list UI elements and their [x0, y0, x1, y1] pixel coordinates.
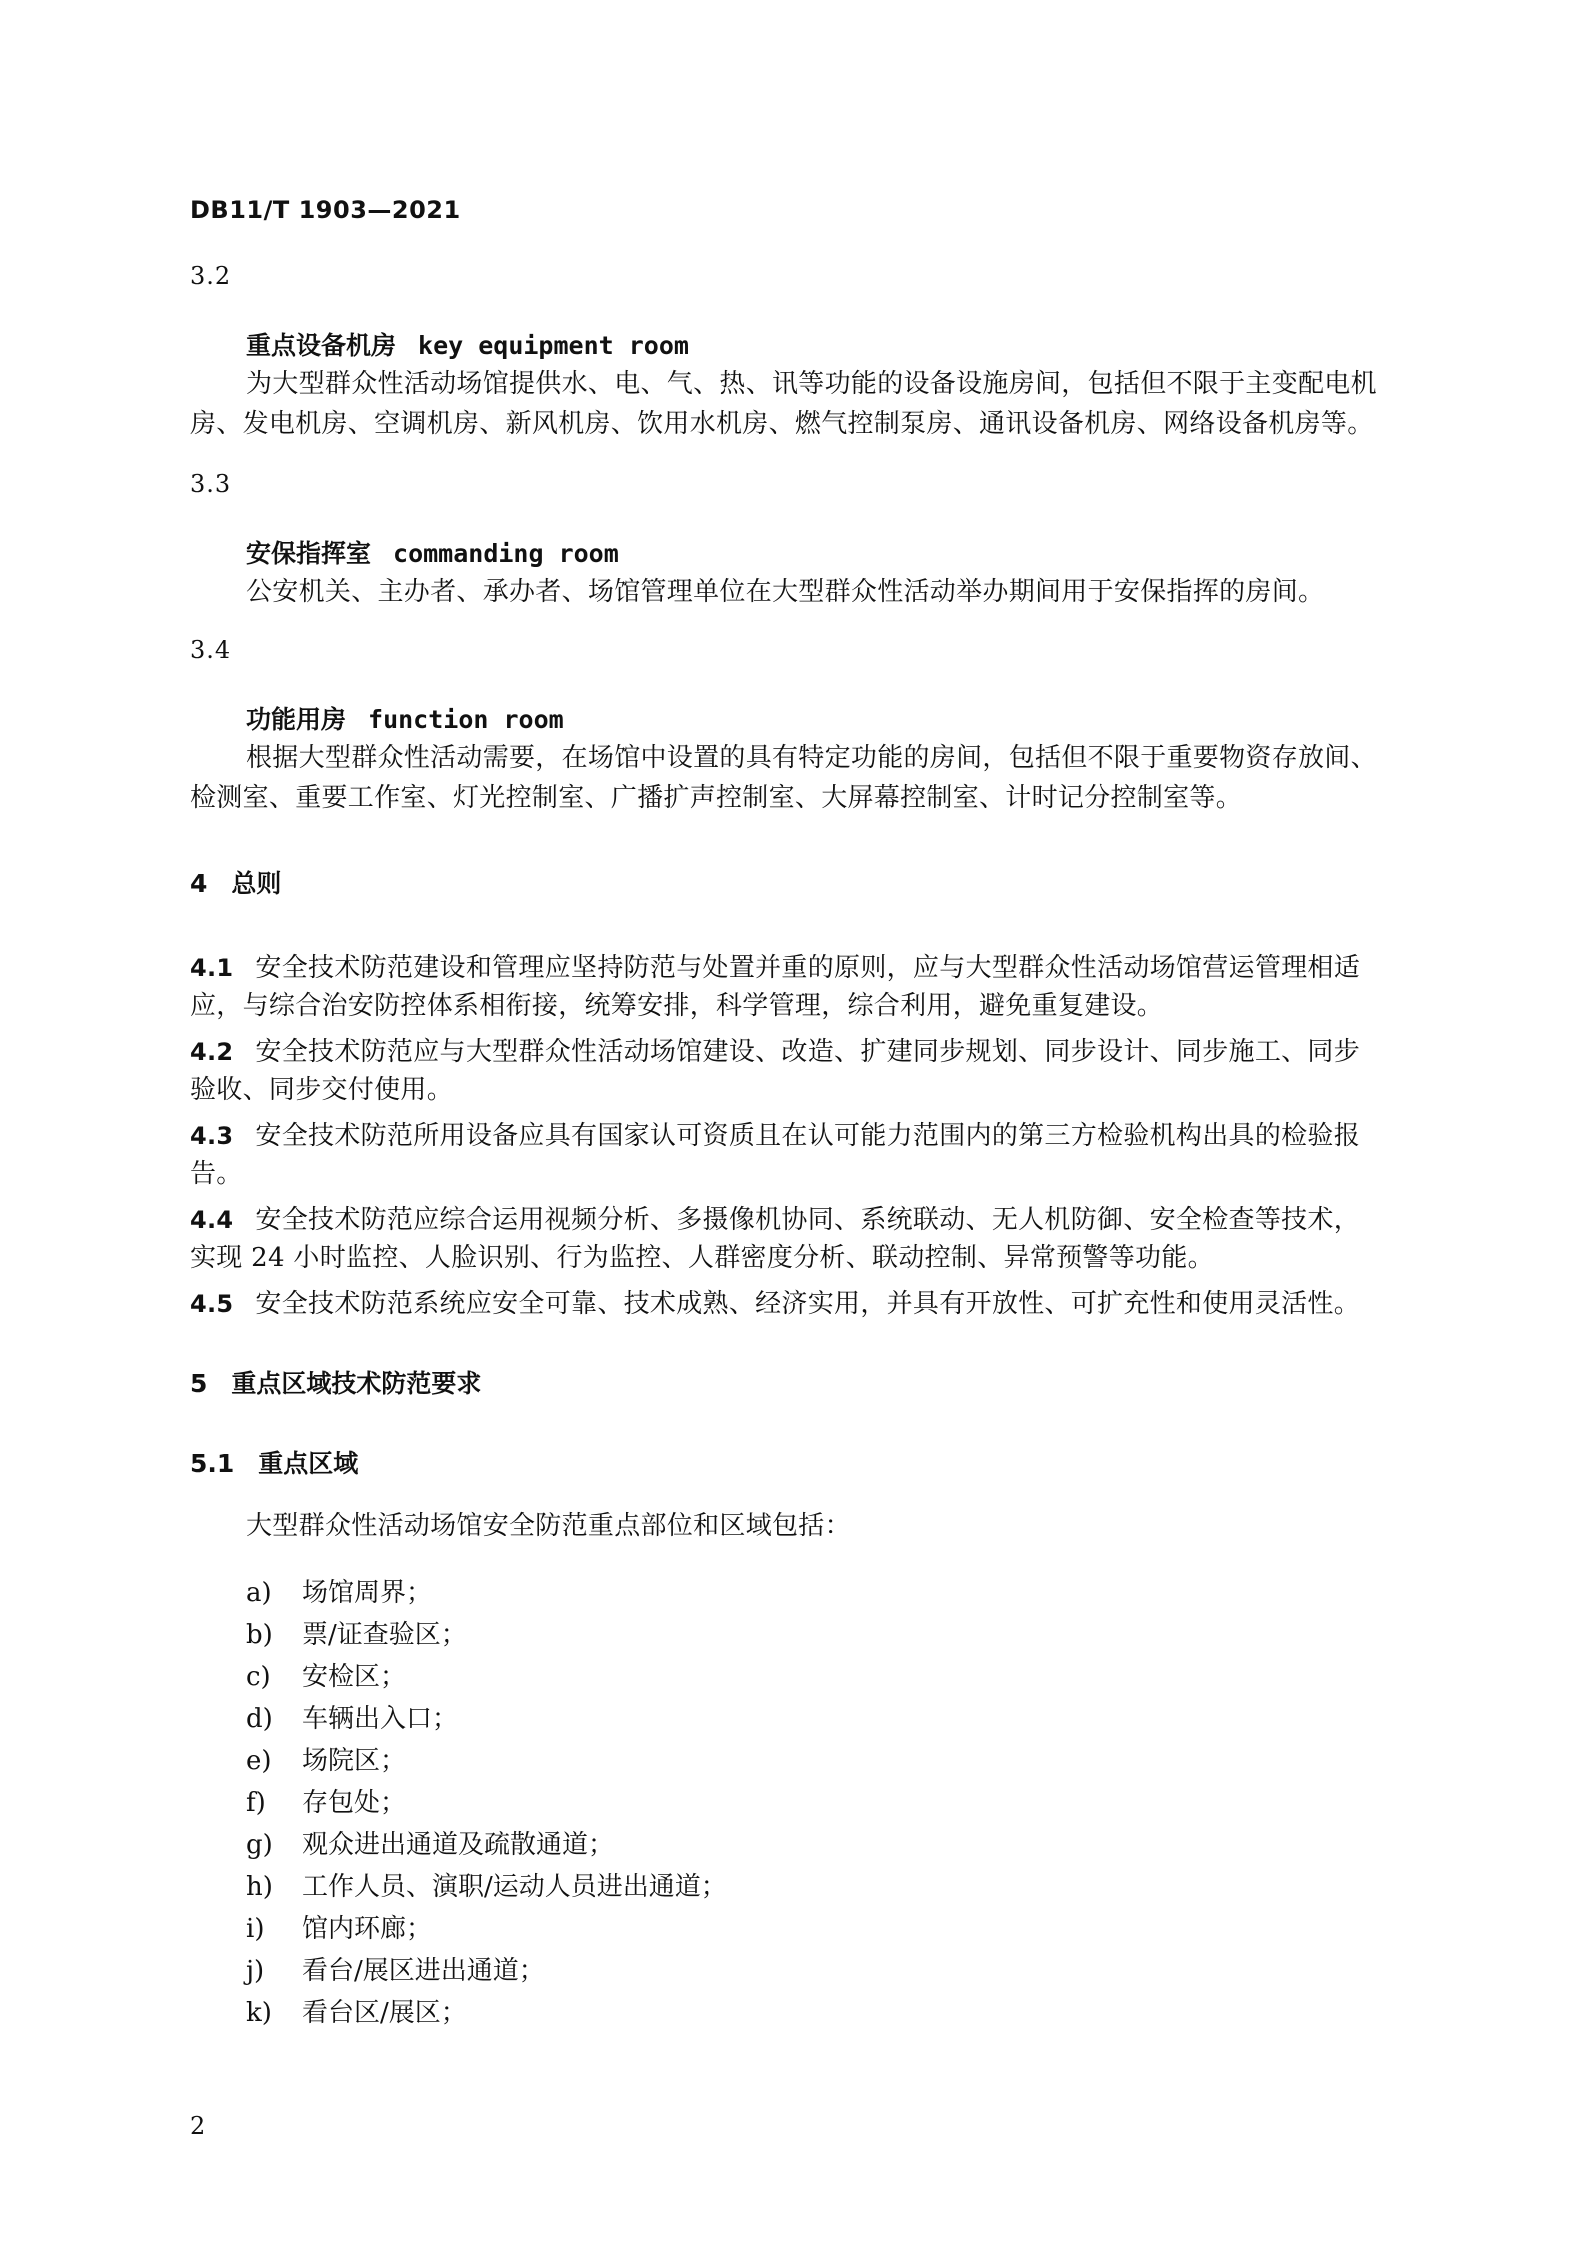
clause-line — [190, 1116, 1360, 1156]
list-label: k) — [246, 1998, 272, 2028]
clause-line — [190, 1200, 1360, 1240]
list-text: 场馆周界； — [302, 1578, 433, 1608]
list-item — [246, 1572, 432, 1609]
term-number: 3.2 — [190, 262, 232, 290]
subsection-heading — [190, 1444, 358, 1480]
list-text: 工作人员、演职/运动人员进出通道； — [302, 1872, 727, 1902]
list-item — [246, 1824, 614, 1861]
standard-code: DB11/T 1903—2021 — [190, 196, 461, 224]
clause-text: 应，与综合治安防控体系相衔接，统筹安排，科学管理，综合利用，避免重复建设。 — [190, 991, 1164, 1021]
list-item — [246, 1950, 545, 1987]
clause-text: 实现 24 小时监控、人脸识别、行为监控、人群密度分析、联动控制、异常预警等功能。 — [190, 1243, 1214, 1273]
subsection-title: 重点区域 — [258, 1449, 359, 1478]
clause-number: 4.4 — [190, 1206, 234, 1234]
clause-line — [190, 1284, 1360, 1324]
list-text: 票/证查验区； — [302, 1620, 467, 1650]
list-label: c) — [246, 1662, 271, 1692]
section-title: 总则 — [231, 869, 282, 898]
list-item — [246, 1614, 467, 1651]
page-number: 2 — [190, 2112, 206, 2140]
list-item — [246, 1698, 458, 1735]
term-number: 3.3 — [190, 470, 232, 498]
subsection-number: 5.1 — [190, 1449, 235, 1478]
list-label: h) — [246, 1872, 273, 1902]
list-item — [246, 1866, 727, 1903]
list-intro: 大型群众性活动场馆安全防范重点部位和区域包括： — [246, 1511, 851, 1541]
clause-text: 安全技术防范所用设备应具有国家认可资质且在认可能力范围内的第三方检验机构出具的检验报 — [255, 1121, 1361, 1151]
section-title: 重点区域技术防范要求 — [231, 1369, 482, 1398]
section-heading — [190, 1364, 481, 1400]
clause-text: 安全技术防范应与大型群众性活动场馆建设、改造、扩建同步规划、同步设计、同步施工、同步 — [255, 1037, 1361, 1067]
list-text: 看台区/展区； — [302, 1998, 467, 2028]
clause-text: 安全技术防范建设和管理应坚持防范与处置并重的原则，应与大型群众性活动场馆营运管理相适 — [255, 953, 1361, 983]
list-label: d) — [246, 1704, 273, 1734]
list-label: j) — [246, 1956, 265, 1986]
clause-number: 4.3 — [190, 1122, 234, 1150]
term-number: 3.4 — [190, 636, 232, 664]
term-english: commanding room — [393, 539, 619, 568]
list-text: 馆内环廊； — [302, 1914, 433, 1944]
list-item — [246, 1992, 467, 2029]
list-label: a) — [246, 1578, 272, 1608]
list-label: g) — [246, 1830, 273, 1860]
list-label: i) — [246, 1914, 265, 1944]
term-definition-line: 公安机关、主办者、承办者、场馆管理单位在大型群众性活动举办期间用于安保指挥的房间。 — [246, 577, 1325, 607]
term-definition-line: 为大型群众性活动场馆提供水、电、气、热、讯等功能的设备设施房间，包括但不限于主变配电机 — [246, 369, 1377, 399]
list-text: 安检区； — [302, 1662, 407, 1692]
term-definition-line: 房、发电机房、空调机房、新风机房、饮用水机房、燃气控制泵房、通讯设备机房、网络设备机房等。 — [190, 409, 1374, 439]
list-item — [246, 1782, 406, 1819]
list-item — [246, 1656, 406, 1693]
term-title — [246, 700, 564, 736]
list-text: 存包处； — [302, 1788, 407, 1818]
term-english: function room — [368, 705, 564, 734]
list-text: 看台/展区进出通道； — [302, 1956, 545, 1986]
clause-number: 4.5 — [190, 1290, 234, 1318]
term-chinese: 安保指挥室 — [246, 539, 372, 568]
list-label: b) — [246, 1620, 273, 1650]
term-english: key equipment room — [418, 331, 689, 360]
clause-line — [190, 948, 1360, 988]
list-label: e) — [246, 1746, 272, 1776]
term-chinese: 功能用房 — [246, 705, 347, 734]
clause-text: 安全技术防范应综合运用视频分析、多摄像机协同、系统联动、无人机防御、安全检查等技术， — [255, 1205, 1361, 1235]
term-definition-line: 根据大型群众性活动需要，在场馆中设置的具有特定功能的房间，包括但不限于重要物资存放间、 — [246, 743, 1377, 773]
clause-text: 验收、同步交付使用。 — [190, 1075, 454, 1105]
list-item — [246, 1740, 406, 1777]
term-title — [246, 326, 689, 362]
section-number: 5 — [190, 1369, 208, 1398]
clause-line — [190, 1032, 1360, 1072]
list-item — [246, 1908, 432, 1945]
term-definition-line: 检测室、重要工作室、灯光控制室、广播扩声控制室、大屏幕控制室、计时记分控制室等。 — [190, 783, 1243, 813]
term-title — [246, 534, 619, 570]
section-number: 4 — [190, 869, 208, 898]
clause-number: 4.2 — [190, 1038, 234, 1066]
list-text: 场院区； — [302, 1746, 407, 1776]
list-label: f) — [246, 1788, 266, 1818]
section-heading — [190, 864, 281, 900]
list-text: 车辆出入口； — [302, 1704, 459, 1734]
list-text: 观众进出通道及疏散通道； — [302, 1830, 615, 1860]
clause-text: 告。 — [190, 1159, 243, 1189]
clause-text: 安全技术防范系统应安全可靠、技术成熟、经济实用，并具有开放性、可扩充性和使用灵活性。 — [255, 1289, 1361, 1319]
clause-number: 4.1 — [190, 954, 234, 982]
term-chinese: 重点设备机房 — [246, 331, 397, 360]
